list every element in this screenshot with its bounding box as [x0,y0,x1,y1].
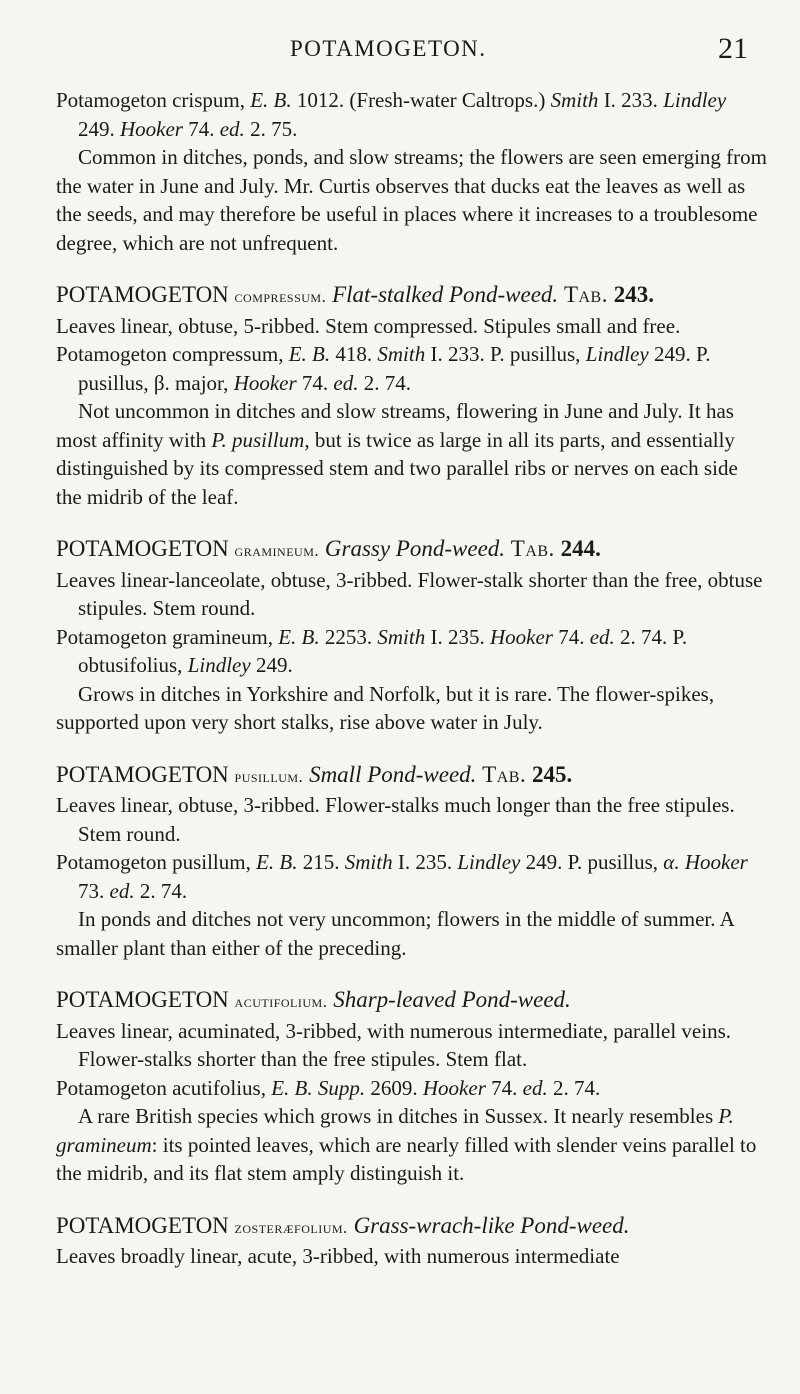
species-heading-gramineum: POTAMOGETON gramineum. Grassy Pond-weed. Tab. 244. [56,536,601,561]
page-number: 21 [718,32,748,65]
note-pusillum: In ponds and ditches not very uncommon; flowers in the middle of summer. A smaller plant than either of the preceding. [56,907,734,960]
crispum-note: Common in ditches, ponds, and slow streams; the flowers are seen emerging from the water in June and July. Mr. Curtis observes that ducks eat the leaves as well as the seeds, and may therefore be useful in places where it increases to a troublesome degree, which are not unfrequent. [56,145,767,255]
species-heading-zosteraefolium: POTAMOGETON zosteræfolium. Grass-wrach-like Pond-weed. [56,1212,630,1238]
diagnosis-acutifolium: Leaves linear, acuminated, 3-ribbed, with numerous intermediate, parallel veins. Flower-stalks shorter than the free stipules. Stem flat. [56,1018,731,1071]
synonymy-gramineum: Potamogeton gramineum, E. B. 2253. Smith I. 235. Hooker 74. ed. 2. 74. P. obtusifolius, Lindley 249. [56,624,688,677]
diagnosis-zosteraefolium: Leaves broadly linear, acute, 3-ribbed, with numerous intermediate [56,1244,620,1268]
diagnosis-pusillum: Leaves linear, obtuse, 3-ribbed. Flower-stalks much longer than the free stipules. Stem round. [56,793,735,846]
diagnosis-gramineum: Leaves linear-lanceolate, obtuse, 3-ribbed. Flower-stalk shorter than the free, obtuse stipules. Stem round. [56,567,763,620]
species-heading-pusillum: POTAMOGETON pusillum. Small Pond-weed. Tab. 245. [56,761,573,787]
synonymy-acutifolium: Potamogeton acutifolius, E. B. Supp. 2609. Hooker 74. ed. 2. 74. [56,1075,601,1100]
diagnosis-compressum: Leaves linear, obtuse, 5-ribbed. Stem compressed. Stipules small and free. [56,313,681,338]
running-title: POTAMOGETON. [290,36,487,61]
body-text [56,86,768,1271]
crispum-synonymy: Potamogeton crispum, E. B. 1012. (Fresh-water Caltrops.) Smith I. 233. Lindley 249. Hooker 74. ed. 2. 75. [56,88,727,141]
note-acutifolium: A rare British species which grows in ditches in Sussex. It nearly resembles P. gramineum: its pointed leaves, which are nearly filled with slender veins parallel to the midrib, and its flat stem amply distinguish it. [56,1104,757,1185]
note-gramineum: Grows in ditches in Yorkshire and Norfolk, but it is rare. The flower-spikes, supported upon very short stalks, rise above water in July. [56,681,715,734]
species-heading-compressum: POTAMOGETON compressum. Flat-stalked Pond-weed. Tab. 243. [56,282,654,307]
note-compressum: Not uncommon in ditches and slow streams, flowering in June and July. It has most affinity with P. pusillum, but is twice as large in all its parts, and essentially distinguished by its compressed stem and two parallel ribs or nerves on each side the midrib of the leaf. [56,399,738,509]
synonymy-pusillum: Potamogeton pusillum, E. B. 215. Smith I. 235. Lindley 249. P. pusillus, α. Hooker 73. ed. 2. 74. [56,850,748,903]
species-heading-acutifolium: POTAMOGETON acutifolium. Sharp-leaved Pond-weed. [56,987,571,1012]
synonymy-compressum: Potamogeton compressum, E. B. 418. Smith I. 233. P. pusillus, Lindley 249. P. pusillus, β. major, Hooker 74. ed. 2. 74. [56,342,711,395]
page-header [0,32,800,76]
